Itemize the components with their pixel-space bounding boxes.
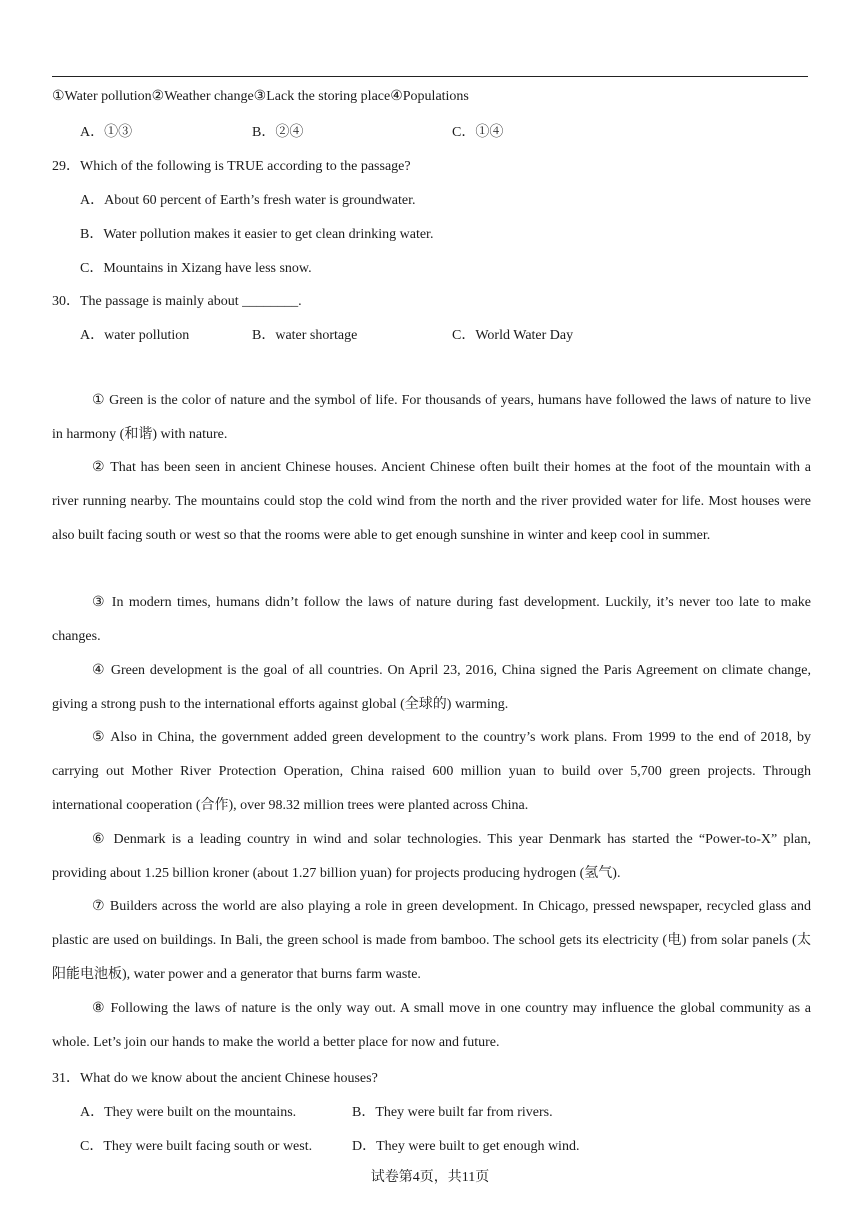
q28-option-a: A．①③ [80, 125, 133, 140]
passage-paragraph-2: ② That has been seen in ancient Chinese houses. Ancient Chinese often built their homes at the foot of the mountain with a river running nearby. The mountains could stop the cold wind from the north and the river provided water for life. Most houses were also built facing south or west so that the rooms were able to get enough sunshine in winter and keep cool in summer. [52, 460, 811, 543]
passage-paragraph-1: ① Green is the color of nature and the symbol of life. For thousands of years, humans have followed the laws of nature to live in harmony (和谐) with nature. [52, 393, 811, 442]
q30-option-c: C．World Water Day [452, 328, 574, 343]
q29-option-a: A．About 60 percent of Earth’s fresh water is groundwater. [80, 193, 416, 208]
q31-option-d: D．They were built to get enough wind. [352, 1139, 580, 1154]
q30-stem: 30．The passage is mainly about ________. [52, 294, 302, 309]
q31-stem: 31．What do we know about the ancient Chinese houses? [52, 1071, 378, 1086]
q28-option-b: B．②④ [252, 125, 304, 140]
passage-paragraph-4: ④ Green development is the goal of all countries. On April 23, 2016, China signed the Paris Agreement on climate change, giving a strong push to the international efforts against global (全球的) warming. [52, 663, 811, 712]
q31-option-a: A．They were built on the mountains. [80, 1105, 297, 1120]
q31-option-c: C．They were built facing south or west. [80, 1139, 313, 1154]
passage-paragraph-3: ③ In modern times, humans didn’t follow the laws of nature during fast development. Luckily, it’s never too late to make changes. [52, 595, 811, 644]
q28-option-c: C．①④ [452, 125, 504, 140]
passage-paragraph-8: ⑧ Following the laws of nature is the only way out. A small move in one country may influence the global community as a whole. Let’s join our hands to make the world a better place for now and future. [52, 1001, 811, 1050]
page-footer: 试卷第4页，共11页 [370, 1170, 490, 1185]
q31-option-b: B．They were built far from rivers. [352, 1105, 553, 1120]
q29-option-b: B．Water pollution makes it easier to get clean drinking water. [80, 227, 434, 242]
q28-choice-list: ①Water pollution②Weather change③Lack the storing place④Populations [52, 89, 469, 104]
header-rule [52, 76, 808, 77]
q30-option-a: A．water pollution [80, 328, 190, 343]
passage-paragraph-5: ⑤ Also in China, the government added green development to the country’s work plans. From 1999 to the end of 2018, by carrying out Mother River Protection Operation, China raised 600 million yuan to build over 5,700 green projects. Through international cooperation (合作), over 98.32 million trees were planted across China. [52, 730, 811, 813]
passage-paragraph-7: ⑦ Builders across the world are also playing a role in green development. In Chicago, pressed newspaper, recycled glass and plastic are used on buildings. In Bali, the green school is made from bamboo. The school gets its electricity (电) from solar panels (太阳能电池板), water power and a generator that burns farm waste. [52, 899, 811, 982]
passage-paragraph-6: ⑥ Denmark is a leading country in wind and solar technologies. This year Denmark has started the “Power-to-X” plan, providing about 1.25 billion kroner (about 1.27 billion yuan) for projects producing hydrogen (氢气). [52, 832, 811, 881]
q29-option-c: C．Mountains in Xizang have less snow. [80, 261, 312, 276]
q29-stem: 29．Which of the following is TRUE according to the passage? [52, 159, 411, 174]
q30-option-b: B．water shortage [252, 328, 358, 343]
